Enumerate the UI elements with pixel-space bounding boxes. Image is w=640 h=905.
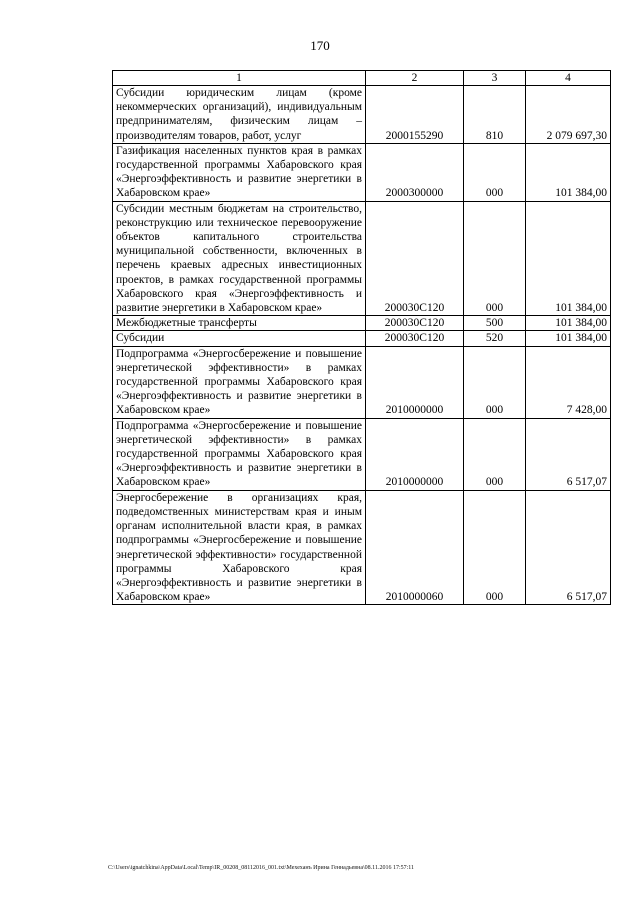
row-expense-type: 810	[464, 86, 526, 144]
budget-table	[112, 70, 611, 605]
table-row	[113, 143, 611, 201]
row-amount: 101 384,00	[526, 143, 611, 201]
row-code: 2010000000	[366, 346, 464, 418]
table-row	[113, 418, 611, 490]
row-name: Подпрограмма «Энергосбережение и повышение энергетической эффективности» в рамках государственной программы Хабаровского края «Энергоэффективность и развитие энергетики в Хабаровском крае»	[113, 418, 366, 490]
row-code: 2000155290	[366, 86, 464, 144]
row-code: 2010000000	[366, 418, 464, 490]
row-name: Субсидии местным бюджетам на строительство, реконструкцию или техническое перевооружение объектов капитального строительства муниципальной собственности, включенных в перечень краевых адресных инвестиционных проектов, в рамках государственной программы Хабаровского края «Энергоэффективность и развитие энергетики в Хабаровском крае»	[113, 201, 366, 316]
row-expense-type: 000	[464, 490, 526, 605]
row-amount: 2 079 697,30	[526, 86, 611, 144]
table-row	[113, 490, 611, 605]
row-code: 200030С120	[366, 316, 464, 331]
row-amount: 101 384,00	[526, 316, 611, 331]
row-amount: 6 517,07	[526, 418, 611, 490]
table-row	[113, 331, 611, 346]
page-number: 170	[310, 38, 330, 53]
row-expense-type: 000	[464, 346, 526, 418]
row-amount: 101 384,00	[526, 201, 611, 316]
row-name: Субсидии юридическим лицам (кроме некоммерческих организаций), индивидуальным предпринимателям, физическим лицам – производителям товаров, работ, услуг	[113, 86, 366, 144]
row-expense-type: 000	[464, 201, 526, 316]
row-name: Газификация населенных пунктов края в рамках государственной программы Хабаровского края «Энергоэффективность и развитие энергетики в Хабаровском крае»	[113, 143, 366, 201]
row-code: 2010000060	[366, 490, 464, 605]
table-row	[113, 346, 611, 418]
row-name: Межбюджетные трансферты	[113, 316, 366, 331]
row-expense-type: 000	[464, 418, 526, 490]
row-name: Субсидии	[113, 331, 366, 346]
row-name: Энергосбережение в организациях края, подведомственных министерствам края и иным органам исполнительной власти края, в рамках подпрограммы «Энергосбережение и повышение энергетической эффективности» государственной программы Хабаровского края «Энергоэффективность и развитие энергетики в Хабаровском крае»	[113, 490, 366, 605]
table-row	[113, 316, 611, 331]
row-code: 200030С120	[366, 331, 464, 346]
row-amount: 101 384,00	[526, 331, 611, 346]
row-expense-type: 500	[464, 316, 526, 331]
footer-file-path: C:\Users\ignatchkina\AppData\Local\Temp\IR_00208_08112016_001.txt\Мехеханъ Ирина Геннадьевна\08.11.2016 17:57:11	[108, 865, 415, 871]
column-header-amount: 4	[526, 71, 611, 86]
row-amount: 6 517,07	[526, 490, 611, 605]
column-header-expense-type: 3	[464, 71, 526, 86]
row-code: 200030С120	[366, 201, 464, 316]
column-header-code: 2	[366, 71, 464, 86]
row-expense-type: 520	[464, 331, 526, 346]
table-row	[113, 201, 611, 316]
table-header-row	[113, 71, 611, 86]
row-amount: 7 428,00	[526, 346, 611, 418]
row-code: 2000300000	[366, 143, 464, 201]
row-expense-type: 000	[464, 143, 526, 201]
row-name: Подпрограмма «Энергосбережение и повышение энергетической эффективности» в рамках государственной программы Хабаровского края «Энергоэффективность и развитие энергетики в Хабаровском крае»	[113, 346, 366, 418]
column-header-name: 1	[113, 71, 366, 86]
table-row	[113, 86, 611, 144]
